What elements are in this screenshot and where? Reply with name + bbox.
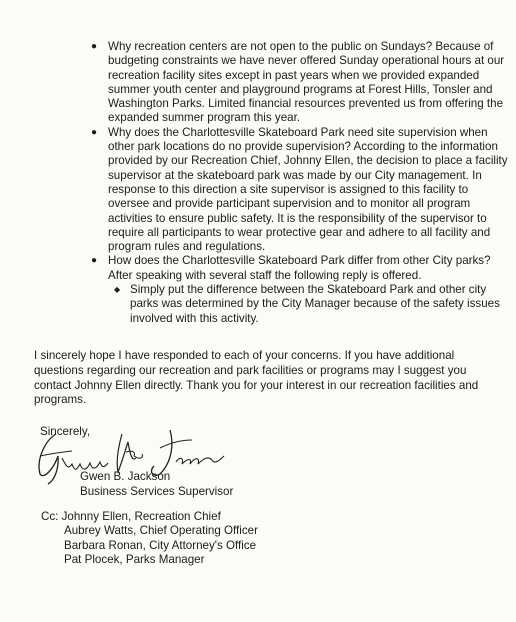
diamond-bullet-icon: ◆: [114, 285, 121, 295]
sub-list-item: [108, 283, 508, 326]
closing-paragraph: I sincerely hope I have responded to each of your concerns. If you have additional questions regarding our recreation and park facilities or programs may I suggest you contact Johnny Ellen directly. Thank you for your interest in our recreation facilities and programs.: [34, 349, 479, 407]
sign-off: Sincerely,: [40, 425, 91, 438]
cc-line: Pat Plocek, Parks Manager: [64, 552, 205, 566]
signer-name: Gwen B. Jackson: [80, 470, 171, 483]
list-item: [91, 40, 508, 126]
bullet-icon: ●: [91, 126, 98, 138]
cc-line: Barbara Ronan, City Attorney's Office: [64, 538, 257, 552]
sub-list: [108, 283, 508, 326]
bullet-icon: ●: [91, 41, 98, 52]
list-item: [91, 254, 508, 325]
cc-line: Aubrey Watts, Chief Operating Officer: [64, 524, 258, 538]
bullet-icon: ●: [91, 255, 98, 267]
list-item: [91, 125, 508, 255]
concern-text: How does the Charlottesville Skateboard Park differ from other City parks? After speaking with several staff the following reply is offered.: [108, 254, 491, 282]
signer-title: Business Services Supervisor: [80, 485, 234, 498]
concern-text: Why does the Charlottesville Skateboard Park need site supervision when other park locations do no provide supervision? According to the information provided by our Recreation Chief, Johnny Ellen, the decision to place a facility supervisor at the skateboard park was made by our City management. In response to this direction a site supervisor is assigned to this facility to oversee and provide participant supervision and to monitor all program activities to ensure public safety. It is the responsibility of the supervisor to require all participants to wear protective gear and adhere to all facility and program rules and regulations.: [108, 125, 508, 254]
sub-item-text: Simply put the difference between the Skateboard Park and other city parks was determined by the City Manager because of the safety issues involved with this activity.: [130, 283, 500, 325]
cc-list: [41, 510, 258, 567]
concern-text: Why recreation centers are not open to the public on Sundays? Because of budgeting constraints we have never offered Sunday operational hours at our recreation facility sites except in past years when we provided expanded summer youth center and playground programs at Forest Hills, Tonsler and Washington Parks. Limited financial resources prevented us from offering the expanded summer program this year.: [108, 40, 505, 125]
concerns-list: [91, 40, 508, 326]
cc-line: Cc: Johnny Ellen, Recreation Chief: [41, 510, 221, 523]
